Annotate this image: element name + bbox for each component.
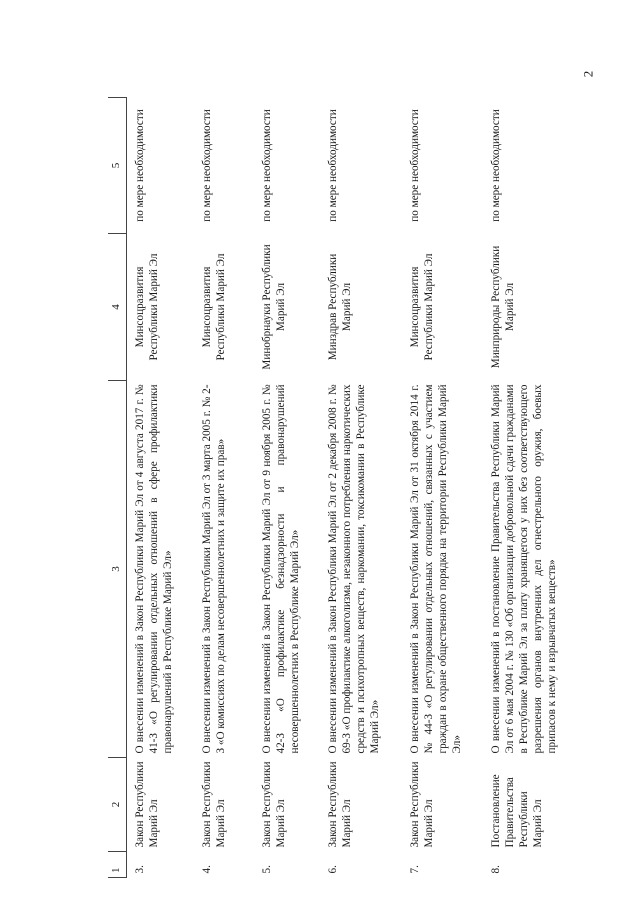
act-description: О внесении изменений в постановление Правительства Республики Марий Эл от 6 мая 2004 г. № 130 «Об организации добровольной сдачи гражданами в Республике Марий Эл за плату хранящегося у них без соответствующего разрешения органов внутренних дел огнестрельного оружия, боевых припасов к нему и взрывчатых веществ» <box>490 384 559 754</box>
table-row <box>320 98 402 878</box>
act-description: О внесении изменений в Закон Республики Марий Эл от 3 марта 2005 г. № 2-З «О комиссиях по делам несовершеннолетних и защите их прав» <box>201 384 228 754</box>
plan-table <box>108 97 599 878</box>
act-type: Закон Республики Марий Эл <box>201 761 228 848</box>
column-number-row <box>108 98 127 878</box>
rotated-page-content <box>108 98 588 878</box>
table-row <box>127 98 195 878</box>
act-type: Закон Республики Марий Эл <box>327 761 354 848</box>
responsible-organization: Минсоцразвития Республики Марий Эл <box>134 253 161 361</box>
table-header <box>108 98 127 878</box>
page-number: 2 <box>580 70 596 78</box>
column-number: 3 <box>108 381 127 758</box>
table-row <box>194 98 254 878</box>
responsible-organization: Минсоцразвития Республики Марий Эл <box>201 253 228 361</box>
responsible-organization: Минздрав Республики Марий Эл <box>327 253 354 361</box>
execution-term: по мере необходимости <box>201 109 213 222</box>
responsible-organization: Минсоцразвития Республики Марий Эл <box>409 253 436 361</box>
column-number: 2 <box>108 758 127 852</box>
act-type: Постановление Правительства Республики Марий Эл <box>490 774 545 848</box>
act-type: Закон Республики Марий Эл <box>409 761 436 848</box>
responsible-organization: Минобрнауки Республики Марий Эл <box>261 244 288 370</box>
table-body <box>127 98 600 878</box>
column-number: 5 <box>108 98 127 234</box>
column-number: 4 <box>108 234 127 381</box>
act-type: Закон Республики Марий Эл <box>134 761 161 848</box>
execution-term: по мере необходимости <box>134 109 146 222</box>
responsible-organization: Минприроды Республики Марий Эл <box>490 245 517 369</box>
table-row <box>402 98 483 878</box>
act-description: О внесении изменений в Закон Республики Марий Эл от 2 декабря 2008 г. № 69-З «О профилактике алкоголизма, незаконного потребления наркотических средств и психотропных веществ, наркомании, токсикомании в Республике Марий Эл» <box>327 384 382 754</box>
execution-term: по мере необходимости <box>409 109 421 222</box>
table-row <box>254 98 320 878</box>
act-description: О внесении изменений в Закон Республики Марий Эл от 9 ноября 2005 г. № 42-З «О профилактике безнадзорности и правонарушений несовершеннолетних в Республике Марий Эл» <box>261 384 302 754</box>
execution-term: по мере необходимости <box>261 109 273 222</box>
row-number: 7. <box>409 865 421 874</box>
row-number: 4. <box>201 865 213 874</box>
act-description: О внесении изменений в Закон Республики Марий Эл от 4 августа 2017 г. № 41-З «О регулировании отдельных отношений в сфере профилактики правонарушений в Республике Марий Эл» <box>134 384 175 754</box>
execution-term: по мере необходимости <box>490 109 502 222</box>
act-description: О внесении изменений в Закон Республики Марий Эл от 31 октября 2014 г. № 44-З «О регулировании отдельных отношений, связанных с участием граждан в охране общественного порядка на территории Республики Марий Эл» <box>409 384 464 754</box>
row-number: 6. <box>327 865 339 874</box>
column-number: 1 <box>108 852 127 878</box>
table-row <box>483 98 599 878</box>
row-number: 8. <box>490 865 502 874</box>
row-number: 5. <box>261 865 273 874</box>
row-number: 3. <box>134 865 146 874</box>
execution-term: по мере необходимости <box>327 109 339 222</box>
act-type: Закон Республики Марий Эл <box>261 761 288 848</box>
